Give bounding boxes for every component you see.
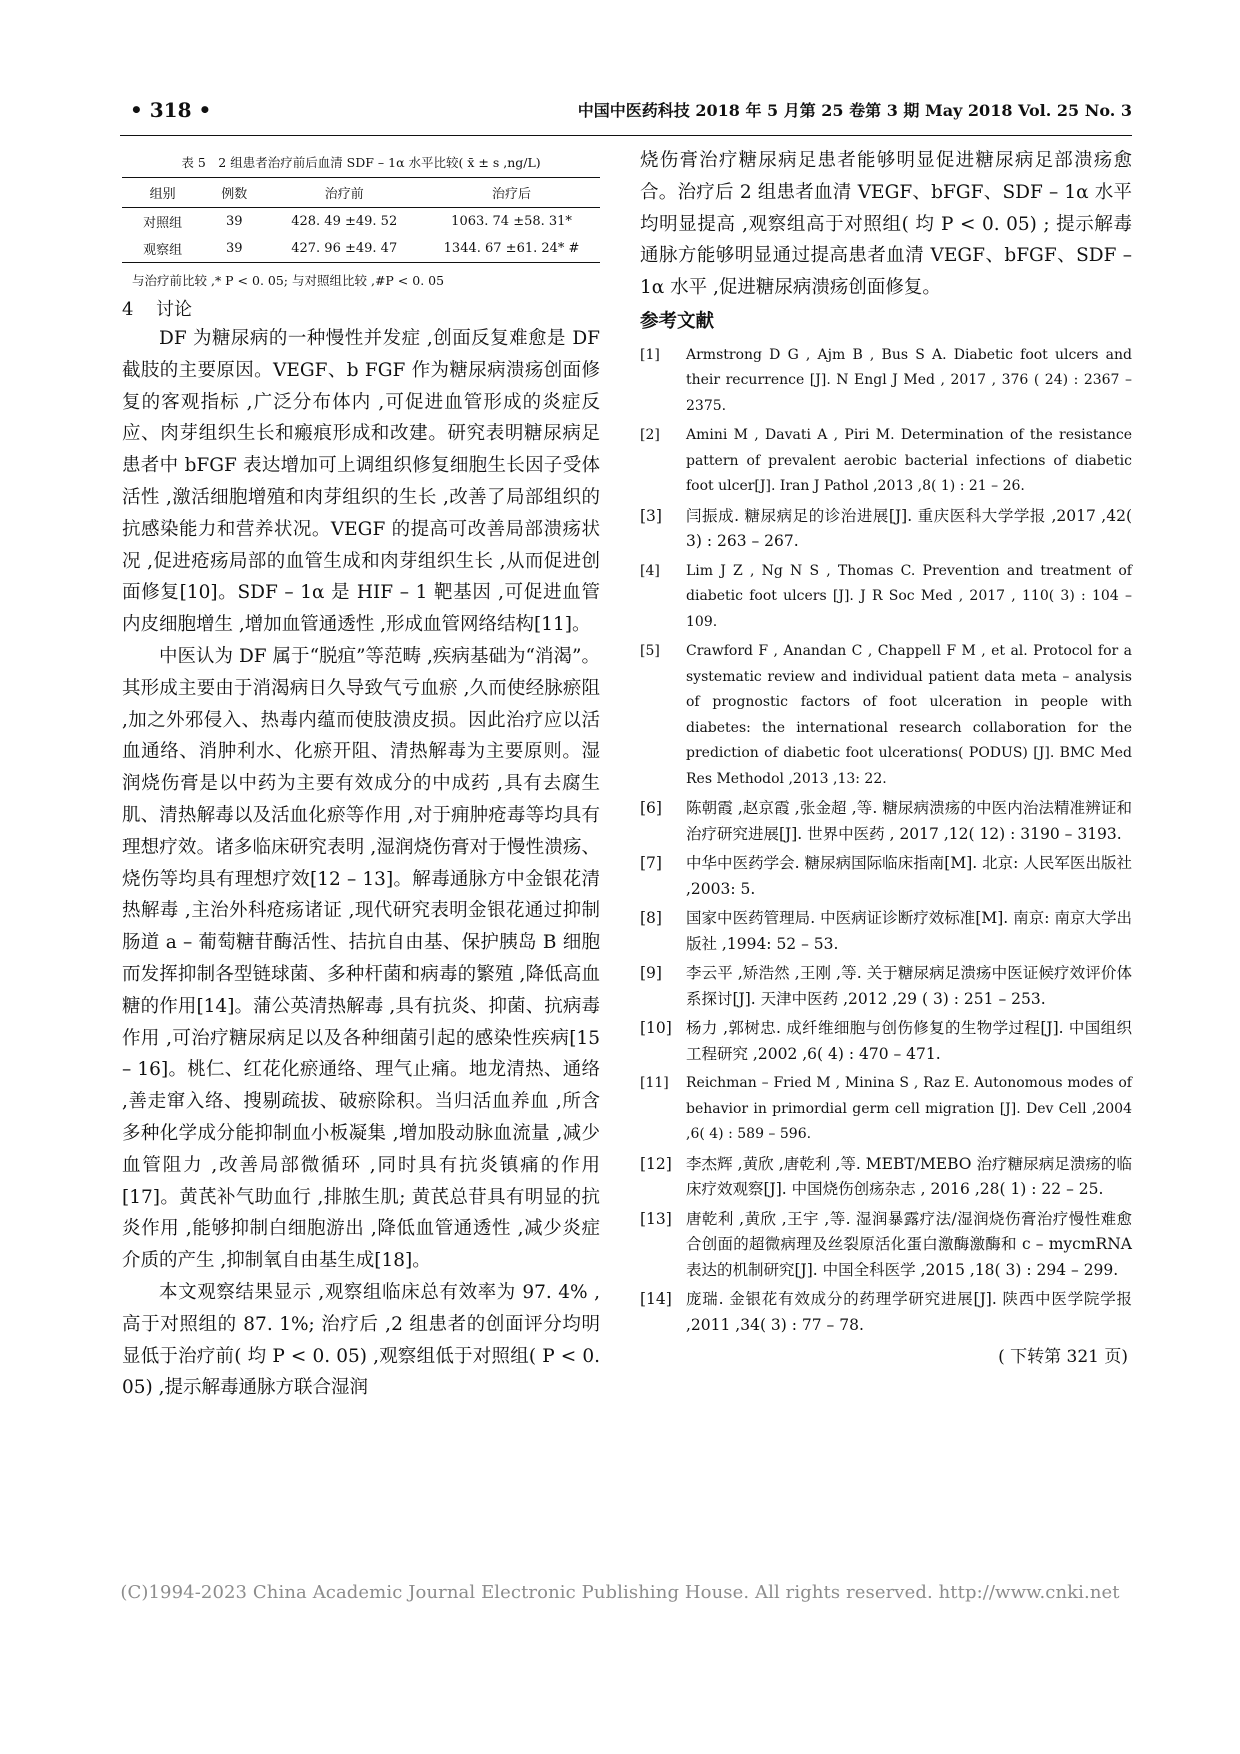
reference-item <box>640 504 1132 555</box>
data-table <box>122 177 600 263</box>
table-cell: 1344. 67 ±61. 24* # <box>443 241 580 256</box>
table-cell: 39 <box>226 241 243 256</box>
table-cell: 对照组 <box>143 216 183 231</box>
reference-number: [13] <box>640 1209 672 1228</box>
table-row <box>122 208 600 236</box>
section-heading <box>122 295 600 321</box>
reference-number: [1] <box>640 346 660 363</box>
page-number: • 318 • <box>130 98 212 122</box>
right-column <box>640 145 1132 1367</box>
table-caption: 表 5 2 组患者治疗前后血清 SDF – 1α 水平比较( x̄ ± s ,ng/L) <box>181 155 541 170</box>
reference-number: [9] <box>640 964 662 983</box>
journal-header: 中国中医药科技 2018 年 5 月第 25 卷第 3 期 May 2018 Vol. 25 No. 3 <box>577 101 1132 120</box>
reference-item <box>640 343 1132 420</box>
reference-text: Lim J Z , Ng N S , Thomas C. Prevention and treatment of diabetic foot ulcers [J]. J R Soc Med , 2017 , 110( 3) : 104 – 109. <box>686 562 1132 630</box>
reference-number: [10] <box>640 1019 672 1038</box>
reference-text: 唐乾利 ,黄欣 ,王宇 ,等. 湿润暴露疗法/湿润烧伤膏治疗慢性难愈合创面的超微病理及丝裂原活化蛋白激酶激酶和 c – mycmRNA 表达的机制研究[J]. 中国全科医学 ,2015 ,18( 3) : 294 – 299. <box>686 1209 1132 1279</box>
reference-item <box>640 1207 1132 1284</box>
table-cell: 1063. 74 ±58. 31* <box>451 214 572 229</box>
copyright-footer: (C)1994-2023 China Academic Journal Electronic Publishing House. All rights reserved. http://www.cnki.net <box>120 1582 1120 1603</box>
reference-text: 庞瑞. 金银花有效成分的药理学研究进展[J]. 陕西中医学院学报 ,2011 ,34( 3) : 77 – 78. <box>686 1290 1132 1334</box>
reference-number: [2] <box>640 427 660 444</box>
body-paragraph: 中医认为 DF 属于“脱疽”等范畴 ,疾病基础为“消渴”。其形成主要由于消渴病日久导致气亏血瘀 ,久而使经脉瘀阻 ,加之外邪侵入、热毒内蕴而使肢溃皮损。因此治疗应以活血通络、消肿利水、化瘀开阻、清热解毒为主要原则。湿润烧伤膏是以中药为主要有效成分的中成药 ,具有去腐生肌、清热解毒以及活血化瘀等作用 ,对于痈肿疮毒等均具有理想疗效。诸多临床研究表明 ,湿润烧伤膏对于慢性溃疡、烧伤等均具有理想疗效[12 – 13]。解毒通脉方中金银花清热解毒 ,主治外科疮疡诸证 ,现代研究表明金银花通过抑制肠道 a – 葡萄糖苷酶活性、拮抗自由基、保护胰岛 B 细胞而发挥抑制各型链球菌、多种杆菌和病毒的繁殖 ,降低高血糖的作用[14]。蒲公英清热解毒 ,具有抗炎、抑菌、抗病毒作用 ,可治疗糖尿病足以及各种细菌引起的感染性疾病[15 – 16]。桃仁、红花化瘀通络、理气止痛。地龙清热、通络 ,善走窜入络、搜剔疏拔、破瘀除积。当归活血养血 ,所含多种化学成分能抑制血小板凝集 ,增加股动脉血流量 ,减少血管阻力 ,改善局部微循环 ,同时具有抗炎镇痛的作用[17]。黄芪补气助血行 ,排脓生肌; 黄芪总苷具有明显的抗炎作用 ,能够抑制白细胞游出 ,降低血管通透性 ,减少炎症介质的产生 ,抑制氧自由基生成[18]。 <box>122 645 600 1272</box>
reference-text: Amini M , Davati A , Piri M. Determination of the resistance pattern of prevalent aerobic bacterial infections of diabetic foot ulcer[J]. Iran J Pathol ,2013 ,8( 1) : 21 – 26. <box>686 427 1132 495</box>
reference-text: 闫振成. 糖尿病足的诊治进展[J]. 重庆医科大学学报 ,2017 ,42( 3) : 263 – 267. <box>686 506 1132 551</box>
reference-text: Reichman – Fried M , Minina S , Raz E. Autonomous modes of behavior in primordial germ cell migration [J]. Dev Cell ,2004 ,6( 4) : 589 – 596. <box>686 1075 1132 1143</box>
reference-text: 中华中医药学会. 糖尿病国际临床指南[M]. 北京: 人民军医出版社 ,2003: 5. <box>686 854 1132 898</box>
header-rule <box>120 135 1132 136</box>
reference-item <box>640 1152 1132 1203</box>
reference-text: Crawford F , Anandan C , Chappell F M , et al. Protocol for a systematic review and individual patient data meta – analysis of prognostic factors of foot ulceration in people with diabetes: the international research collaboration for the prediction of diabetic foot ulcerations( PODUS) [J]. BMC Med Res Methodol ,2013 ,13: 22. <box>686 643 1132 787</box>
reference-text: 杨力 ,郭树忠. 成纤维细胞与创伤修复的生物学过程[J]. 中国组织工程研究 ,2002 ,6( 4) : 470 – 471. <box>686 1019 1132 1063</box>
reference-item <box>640 961 1132 1012</box>
table-header-cell: 治疗后 <box>492 187 532 202</box>
left-column <box>122 153 600 1404</box>
reference-item <box>640 1287 1132 1338</box>
reference-list <box>640 343 1132 1339</box>
reference-item <box>640 639 1132 792</box>
reference-item <box>640 906 1132 957</box>
table-header-cell: 治疗前 <box>324 187 364 202</box>
reference-number: [7] <box>640 854 662 873</box>
table-header-cell: 组别 <box>149 187 176 202</box>
body-paragraph: DF 为糖尿病的一种慢性并发症 ,创面反复难愈是 DF 截肢的主要原因。VEGF、b FGF 作为糖尿病溃疡创面修复的客观指标 ,广泛分布体内 ,可促进血管形成的炎症反应、肉芽组织生长和瘢痕形成和改建。研究表明糖尿病足患者中 bFGF 表达增加可上调组织修复细胞生长因子受体活性 ,激活细胞增殖和肉芽组织的生长 ,改善了局部组织的抗感染能力和营养状况。VEGF 的提高可改善局部溃疡状况 ,促进疮疡局部的血管生成和肉芽组织生长 ,从而促进创面修复[10]。SDF – 1α 是 HIF – 1 靶基因 ,可促进血管内皮细胞增生 ,增加血管通透性 ,形成血管网络结构[11]。 <box>122 328 600 636</box>
reference-text: 陈朝霞 ,赵京霞 ,张金超 ,等. 糖尿病溃疡的中医内治法精准辨证和治疗研究进展[J]. 世界中医药 , 2017 ,12( 12) : 3190 – 3193. <box>686 799 1132 843</box>
reference-item <box>640 559 1132 636</box>
reference-number: [8] <box>640 909 662 928</box>
reference-number: [6] <box>640 799 662 818</box>
reference-item <box>640 1071 1132 1148</box>
table-header-cell: 例数 <box>221 187 248 202</box>
table-row <box>122 235 600 263</box>
reference-number: [11] <box>640 1075 669 1092</box>
table-cell: 428. 49 ±49. 52 <box>291 214 398 229</box>
reference-number: [14] <box>640 1290 672 1309</box>
reference-number: [5] <box>640 643 660 660</box>
table-cell: 427. 96 ±49. 47 <box>291 241 398 256</box>
body-paragraph-continued: 烧伤膏治疗糖尿病足患者能够明显促进糖尿病足部溃疡愈合。治疗后 2 组患者血清 VEGF、bFGF、SDF – 1α 水平均明显提高 ,观察组高于对照组( 均 P < 0. 05) ; 提示解毒通脉方能够明显通过提高患者血清 VEGF、bFGF、SDF – 1α 水平 ,促进糖尿病溃疡创面修复。 <box>640 150 1132 299</box>
reference-text: 李杰辉 ,黄欣 ,唐乾利 ,等. MEBT/MEBO 治疗糖尿病足溃疡的临床疗效观察[J]. 中国烧伤创疡杂志 , 2016 ,28( 1) : 22 – 25. <box>686 1154 1132 1199</box>
reference-text: Armstrong D G , Ajm B , Bus S A. Diabetic foot ulcers and their recurrence [J]. N Engl J Med , 2017 , 376 ( 24) : 2367 – 2375. <box>686 346 1132 414</box>
section-number: 4 <box>122 299 134 320</box>
reference-item <box>640 796 1132 847</box>
reference-item <box>640 423 1132 500</box>
reference-text: 国家中医药管理局. 中医病证诊断疗效标准[M]. 南京: 南京大学出版社 ,1994: 52 – 53. <box>686 909 1132 953</box>
reference-item <box>640 1016 1132 1067</box>
body-paragraph: 本文观察结果显示 ,观察组临床总有效率为 97. 4% ,高于对照组的 87. 1%; 治疗后 ,2 组患者的创面评分均明显低于治疗前( 均 P < 0. 05) ,观察组低于对照组( P < 0. 05) ,提示解毒通脉方联合湿润 <box>122 1281 600 1399</box>
reference-item <box>640 851 1132 902</box>
table-cell: 观察组 <box>143 243 183 258</box>
continued-note: ( 下转第 321 页) <box>998 1347 1128 1368</box>
reference-number: [4] <box>640 562 660 579</box>
reference-number: [3] <box>640 506 662 525</box>
table-note: 与治疗前比较 ,* P < 0. 05; 与对照组比较 ,#P < 0. 05 <box>132 273 445 288</box>
reference-text: 李云平 ,矫浩然 ,王刚 ,等. 关于糖尿病足溃疡中医证候疗效评价体系探讨[J]. 天津中医药 ,2012 ,29 ( 3) : 251 – 253. <box>686 964 1132 1008</box>
references-heading: 参考文献 <box>640 310 715 332</box>
reference-number: [12] <box>640 1154 672 1173</box>
table-cell: 39 <box>226 214 243 229</box>
section-title: 讨论 <box>156 299 192 320</box>
table-header-row <box>122 178 600 208</box>
